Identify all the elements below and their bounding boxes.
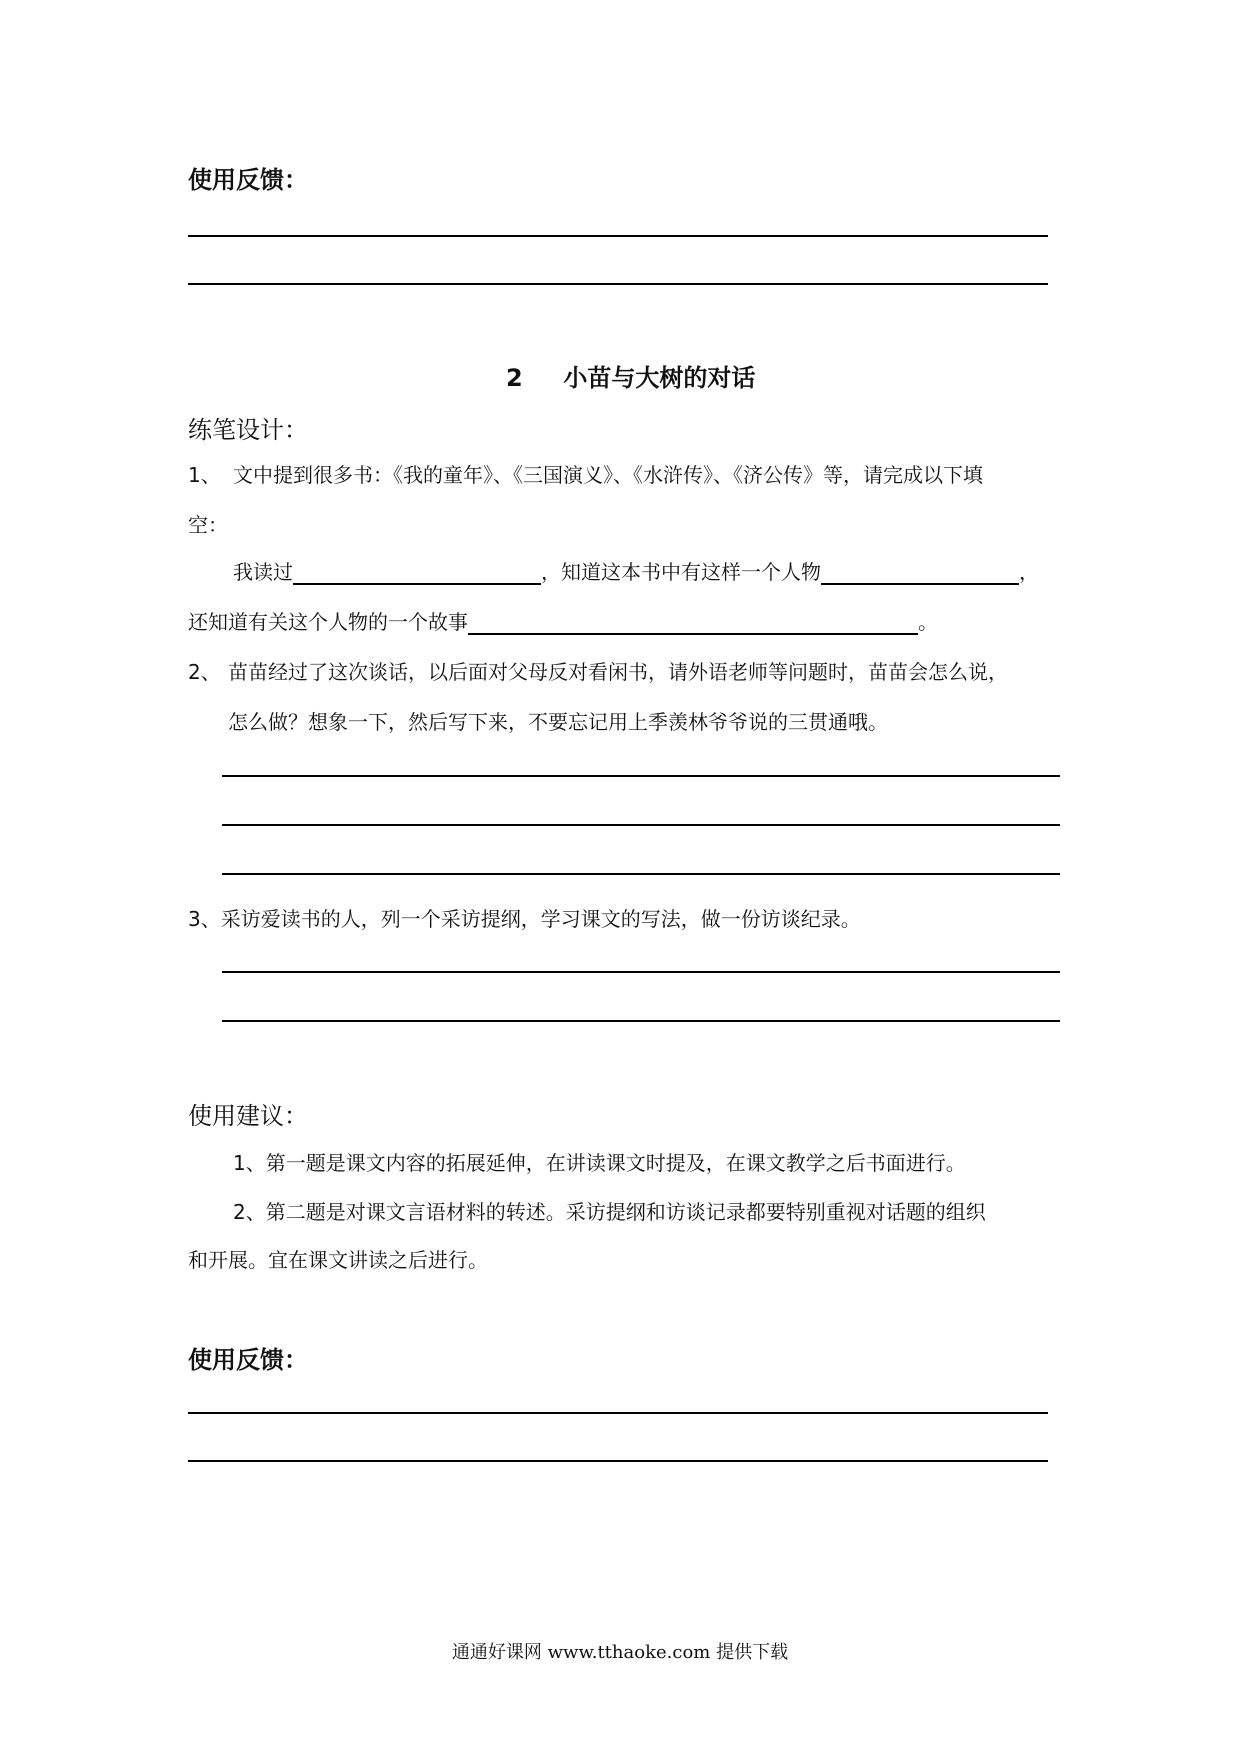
q2-text-line2: 怎么做？想象一下，然后写下来，不要忘记用上季羡林爷爷说的三贯通哦。: [228, 710, 888, 734]
q1-fill-comma: ，: [1019, 560, 1039, 584]
q1-number: 1、: [188, 463, 221, 487]
feedback-line-bottom-1: [188, 1412, 1048, 1414]
q1-fill-line2: [188, 606, 938, 635]
q1-fill-period: 。: [918, 610, 938, 634]
advice-item-2-line1: 2、第二题是对课文言语材料的转述。采访提纲和访谈记录都要特别重视对话题的组织: [233, 1200, 986, 1224]
feedback-line-top-1: [188, 235, 1048, 237]
q2-answer-line-2[interactable]: [222, 824, 1060, 826]
q1-text-line2: 空：: [188, 513, 228, 537]
q1-fill-read: 我读过: [233, 560, 293, 584]
q1-blank-book[interactable]: [293, 561, 541, 585]
advice-item-1: 1、第一题是课文内容的拓展延伸，在讲读课文时提及，在课文教学之后书面进行。: [233, 1151, 966, 1175]
q1-fill-line1: [233, 556, 1039, 585]
q1-blank-character[interactable]: [821, 561, 1019, 585]
practice-heading: 练笔设计：: [188, 416, 308, 444]
q2-answer-line-3[interactable]: [222, 873, 1060, 875]
q3-answer-line-1[interactable]: [222, 971, 1060, 973]
q1-blank-story[interactable]: [468, 611, 918, 635]
lesson-title: [506, 358, 755, 393]
q1-text-line1: 文中提到很多书：《我的童年》、《三国演义》、《水浒传》、《济公传》等，请完成以下填: [233, 463, 983, 487]
q3-text: 3、采访爱读书的人，列一个采访提纲，学习课文的写法，做一份访谈纪录。: [188, 907, 861, 931]
q1-fill-character: ，知道这本书中有这样一个人物: [541, 560, 821, 584]
advice-item-2-line2: 和开展。宜在课文讲读之后进行。: [188, 1248, 488, 1272]
feedback-line-top-2: [188, 283, 1048, 285]
q2-number: 2、: [188, 660, 221, 684]
lesson-title-text: 小苗与大树的对话: [563, 364, 756, 392]
feedback-heading-bottom: 使用反馈：: [188, 1346, 308, 1374]
q1-fill-story: 还知道有关这个人物的一个故事: [188, 610, 468, 634]
page-footer: 通通好课网 www.tthaoke.com 提供下载: [451, 1642, 789, 1663]
advice-heading: 使用建议：: [188, 1102, 308, 1130]
feedback-heading-top: 使用反馈：: [188, 166, 308, 194]
q2-answer-line-1[interactable]: [222, 775, 1060, 777]
feedback-line-bottom-2: [188, 1460, 1048, 1462]
q3-answer-line-2[interactable]: [222, 1020, 1060, 1022]
lesson-number: 2: [506, 364, 523, 392]
q2-text-line1: 苗苗经过了这次谈话，以后面对父母反对看闲书，请外语老师等问题时，苗苗会怎么说，: [228, 660, 1008, 684]
